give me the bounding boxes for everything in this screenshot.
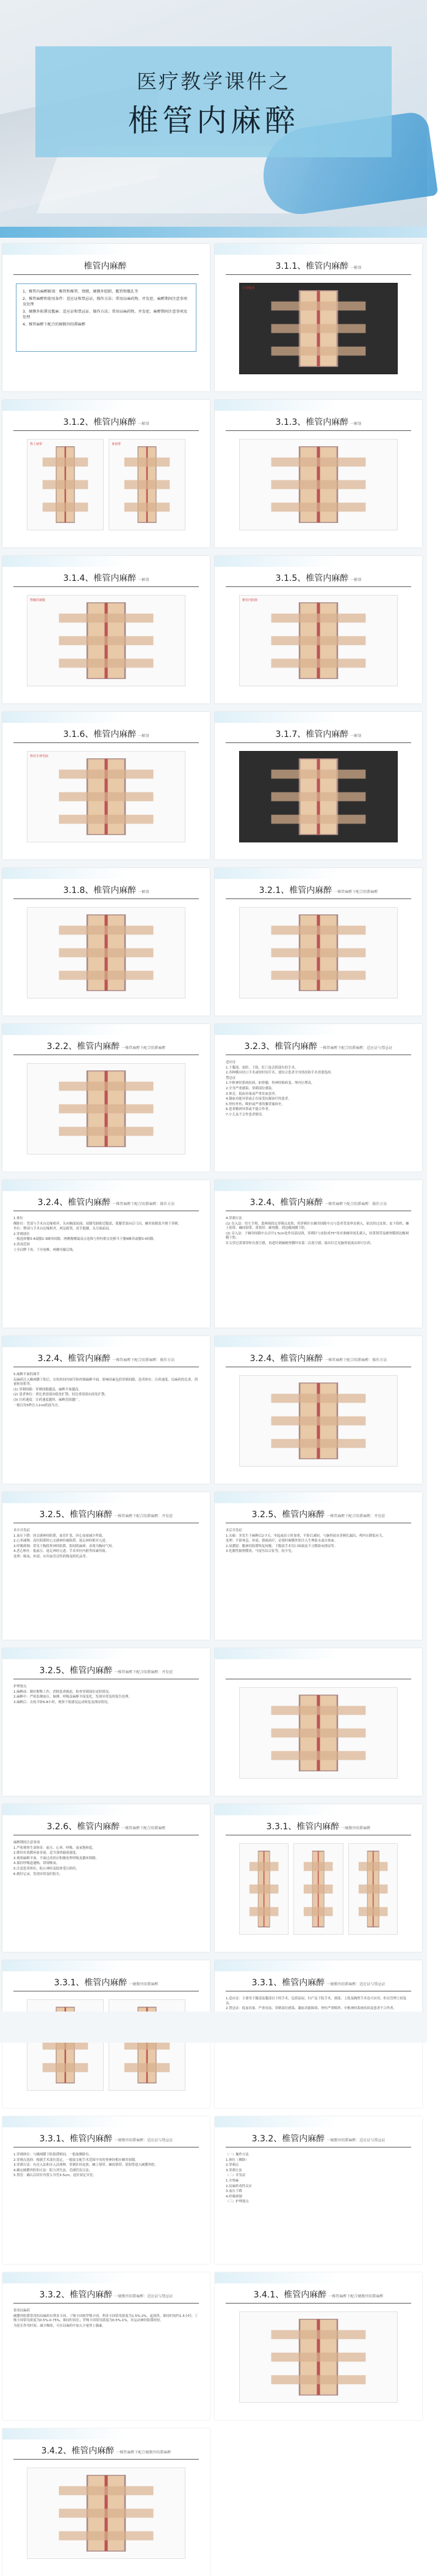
body-paragraph: 2.维持有效循环血容量，适当加快输液速度。: [13, 1851, 79, 1856]
slide-thumbnail[interactable]: [215, 1492, 422, 1640]
body-paragraph: 4.确定硬膜外腔的方法：阻力消失法、毛细管负压法。: [13, 2168, 93, 2172]
title-divider: [13, 274, 199, 275]
cover-title: 椎管内麻醉: [128, 103, 299, 138]
slide-title-text: 3.2.4、椎管内麻醉: [250, 1198, 323, 1208]
title-divider: [226, 2303, 411, 2304]
body-paragraph: 术中并发症: [13, 1529, 30, 1532]
slide-thumbnail[interactable]: [215, 1648, 422, 1796]
slide-title: [2, 1040, 210, 1052]
slide-title: [215, 1196, 422, 1208]
slide-title-text: 3.1.3、椎管内麻醉: [275, 418, 349, 427]
body-paragraph: 3.麻醉后：去枕平卧6-8小时，观察下肢感觉运动恢复及排尿情况。: [13, 1700, 111, 1704]
slide-subtitle-text: 一解剖: [138, 734, 149, 738]
title-divider: [226, 586, 411, 587]
body-paragraph: 一般以每5秒注入1ml药液为宜。: [13, 1403, 62, 1407]
slide-subtitle-text: 一解剖: [350, 578, 362, 582]
slide-body-text: [13, 1373, 199, 1409]
slide-subtitle-text: 一解剖: [138, 422, 149, 426]
anatomy-figure: [27, 439, 104, 530]
slide-thumbnail[interactable]: [2, 1024, 210, 1172]
slide-body-text: [226, 1217, 411, 1247]
body-paragraph: 3.穿刺方法：有直入法和旁入法两种，穿刺针经皮肤、棘上韧带、棘间韧带、黄韧带进入硬膜外腔。: [13, 2163, 158, 2168]
body-paragraph: 3.呼吸抑制：常见于胸段脊神经阻滞，肋间肌麻痹，表现为胸闷气短。: [13, 1544, 115, 1548]
slide-title: [2, 572, 210, 584]
body-paragraph: 3.观察麻醉平面，平面过高时应积极处理呼吸及循环抑制。: [13, 1856, 99, 1860]
slide-title-text: 3.3.1、椎管内麻醉: [39, 2134, 113, 2144]
body-paragraph: 禁忌证: [226, 1076, 236, 1080]
anatomy-figure: [239, 595, 398, 686]
slide-title-text: 3.1.4、椎管内麻醉: [63, 574, 137, 583]
slide-subtitle-text: 一椎管麻醉下配合阻滞麻醉: [121, 1046, 166, 1050]
slide-title: [215, 260, 422, 272]
slide-title-text: 3.2.6、椎管内麻醉: [46, 1822, 120, 1832]
anatomy-figure: [239, 2311, 398, 2403]
slide-title-text: 3.2.5、椎管内麻醉: [39, 1510, 113, 1520]
body-paragraph: 1.严密观察生命体征：血压、心率、呼吸、血氧饱和度。: [13, 1846, 96, 1850]
body-paragraph: （二）并发症: [226, 2174, 246, 2178]
slide-thumbnail[interactable]: [2, 2272, 210, 2420]
sheet-footer: [0, 2012, 427, 2043]
slide-body-text: [13, 2309, 199, 2329]
body-paragraph: 1.体位（侧卧）: [226, 2158, 249, 2162]
slide-thumbnail[interactable]: [2, 2116, 210, 2264]
toc-item: 1、椎管内麻醉解剖：椎管和椎管、脊膜、硬膜外腔隙、骶管和骶孔等: [23, 290, 138, 294]
anatomy-figure: [27, 1063, 185, 1155]
cover-subtitle: 医疗教学课件之: [137, 69, 290, 93]
anatomy-figure: [27, 595, 185, 686]
slide-subtitle-text: 一椎管麻醉下配合硬膜外阻滞麻醉: [328, 2294, 384, 2299]
slide-title-text: 3.1.5、椎管内麻醉: [275, 574, 349, 583]
slide-title-text: 3.2.4、椎管内麻醉: [37, 1354, 111, 1364]
body-paragraph: (1) 直入法：用左手拇、食两指固定穿刺点皮肤，将穿刺针在棘突间隙中点与患者背部垂直刺入，依次经过皮肤、皮下组织、棘上韧带、棘间韧带、黄韧带、硬脊膜，到达蛛网膜下腔。: [226, 1222, 409, 1231]
body-paragraph: 5.脊柱外伤、畸形或严重的腰背痛病史。: [226, 1102, 285, 1106]
slide-thumbnail[interactable]: [215, 244, 422, 391]
slide-title: [215, 572, 422, 584]
body-paragraph: 7.小儿及不合作患者慎用。: [226, 1112, 265, 1117]
slide-subtitle-text: 一椎管麻醉下配合阻滞麻醉：操作方法: [325, 1358, 387, 1362]
slide-title-text: 3.2.5、椎管内麻醉: [251, 1510, 325, 1520]
slide-title-text: 3.4.1、椎管内麻醉: [253, 2290, 327, 2300]
slide-subtitle-text: 一椎管麻醉下配合阻滞麻醉：操作方法: [325, 1202, 387, 1206]
slide-title: [2, 1820, 210, 1832]
slide-subtitle-text: 一解剖: [350, 266, 362, 270]
slide-subtitle-text: 一解剖: [138, 890, 149, 894]
slide-title: [215, 2288, 422, 2300]
body-paragraph: 坐位：臀部与手术台边缘相齐，两足踏凳，双手抱膝，头尽量前屈。: [13, 1227, 112, 1231]
body-paragraph: 1.麻醉前：做好解释工作，消除患者顾虑，检查穿刺部位皮肤情况。: [13, 1690, 112, 1694]
slide-title: [215, 2132, 422, 2144]
slide-subtitle-text: 一椎管麻醉下配合阻滞麻醉：操作方法: [112, 1202, 175, 1206]
body-paragraph: 4.呼吸抑制: [226, 2194, 242, 2199]
slide-body-text: [226, 2153, 411, 2205]
table-of-contents: [16, 283, 196, 352]
slide-title-text: 3.2.4、椎管内麻醉: [37, 1198, 111, 1208]
toc-item: 4、椎管麻醉下配合的硬膜外阻滞麻醉: [23, 322, 85, 327]
body-paragraph: 2.穿刺点: [226, 2163, 239, 2168]
slide-subtitle-text: 一椎管麻醉下配合阻滞麻醉: [334, 890, 378, 894]
slide-subtitle-text: 一椎管麻醉下配合硬膜外阻滞麻醉: [116, 2450, 171, 2455]
body-paragraph: 2.麻醉中：严密监测血压、脉搏、呼吸及麻醉平面变化，发现异常及时报告处理。: [13, 1695, 132, 1699]
slide-body-text: [226, 1061, 411, 1119]
body-paragraph: 6.做好记录，发现异常及时报告。: [13, 1872, 63, 1876]
slide-title-text: 3.1.1、椎管内麻醉: [275, 262, 349, 271]
slide-title: [215, 1040, 422, 1052]
body-paragraph: (2) 患者体位：重比重溶液向低处扩散，轻比重溶液向高处扩散。: [13, 1393, 108, 1397]
slide-body-text: [13, 1529, 199, 1560]
anatomy-figure: [27, 2467, 185, 2559]
figure-caption: 脊髓的被膜: [30, 599, 46, 602]
slide-body-text: [13, 2153, 199, 2179]
slide-title: [2, 1976, 210, 1988]
title-divider: [13, 430, 199, 431]
title-divider: [13, 898, 199, 899]
body-paragraph: 4.凝血功能异常或正在接受抗凝治疗的患者。: [226, 1097, 292, 1101]
slide-title-text: 3.1.8、椎管内麻醉: [63, 886, 137, 895]
body-paragraph: 3.血压下降: [226, 2190, 242, 2194]
slide-body-text: [226, 1529, 411, 1555]
slide-title: [215, 1352, 422, 1364]
slide-title-text: 3.3.2、椎管内麻醉: [39, 2290, 113, 2300]
slide-thumbnail[interactable]: [2, 2428, 210, 2576]
slide-title-text: 3.2.1、椎管内麻醉: [259, 886, 332, 895]
slide-subtitle-text: 一椎管麻醉下配合阻滞麻醉：并发症: [114, 1514, 173, 1518]
slide-thumbnail[interactable]: [2, 1336, 210, 1484]
body-paragraph: 3.休克、低血容量或严重贫血患者。: [226, 1092, 279, 1096]
body-paragraph: 1.体位: [13, 1217, 23, 1220]
slide-title-text: 椎管内麻醉: [84, 262, 127, 271]
body-paragraph: 局麻药注入蛛网膜下腔后，在短时间内调节和控制麻醉平面，影响因素包括穿刺间隙、患者体位、注药速度、局麻药的比重、剂量和容积等。: [13, 1378, 198, 1387]
slide-title: [215, 416, 422, 428]
slide-title-text: 3.1.2、椎管内麻醉: [63, 418, 137, 427]
slide-thumbnail[interactable]: [2, 1180, 210, 1328]
slide-thumbnail[interactable]: [215, 2116, 422, 2264]
slide-thumbnail[interactable]: [215, 1180, 422, 1328]
figure-caption: 黄韧带: [112, 443, 121, 446]
slide-subtitle-text: 一椎管麻醉下配合阻滞麻醉：并发症: [114, 1670, 173, 1674]
slide-title: [2, 728, 210, 740]
body-paragraph: 4.穿刺方法: [226, 1217, 242, 1220]
slide-title: [2, 884, 210, 896]
body-paragraph: 3.穿刺方法: [226, 2168, 242, 2172]
slide-title: [2, 2444, 210, 2457]
cover-slide: [0, 0, 427, 238]
body-paragraph: 1.血压下降：因交感神经阻滞，血管扩张，回心血量减少所致。: [13, 1534, 106, 1538]
slide-title-text: 3.3.1、椎管内麻醉: [251, 1978, 325, 1988]
slide-title: [2, 2288, 210, 2300]
body-paragraph: 为延长作用时间、减少吸收，可在局麻药中加入少量肾上腺素。: [13, 2324, 106, 2328]
body-paragraph: 2.穿刺点选择：根据手术部位选定，一般取支配手术范围中央的脊神经相应棘突间隙。: [13, 2158, 138, 2162]
slide-title: [2, 260, 210, 272]
slide-title: [2, 1508, 210, 1520]
body-paragraph: 3.化脓性脑脊膜炎、马尾丛综合征等，较少见。: [226, 1550, 295, 1554]
title-divider: [226, 898, 411, 899]
slide-body-text: [13, 1685, 199, 1706]
title-divider: [13, 2459, 199, 2460]
slide-thumbnail[interactable]: [2, 1804, 210, 1952]
body-paragraph: 5.麻醉平面的调节: [13, 1373, 40, 1376]
body-paragraph: 3.消毒范围: [13, 1242, 30, 1247]
slide-title-text: 3.3.1、椎管内麻醉: [266, 1822, 340, 1832]
anatomy-figure: [239, 1843, 289, 1935]
anatomy-figure: [239, 1687, 398, 1779]
figure-caption: 脊柱生理弯曲: [30, 755, 49, 758]
figure-caption: 正常解剖: [242, 286, 255, 290]
body-paragraph: 2.全身严重感染、穿刺部位感染。: [226, 1086, 275, 1091]
slide-title: [2, 2132, 210, 2144]
slide-title-text: 3.3.2、椎管内麻醉: [251, 2134, 325, 2144]
body-paragraph: (1) 穿刺间隙：穿刺间隙越高，麻醉平面越高。: [13, 1387, 82, 1392]
title-divider: [13, 586, 199, 587]
body-paragraph: （三）护理要点: [226, 2200, 249, 2204]
body-paragraph: 护理要点: [13, 1685, 27, 1688]
slide-thumbnail[interactable]: [215, 2272, 422, 2420]
slide-thumbnail[interactable]: [2, 868, 210, 1016]
body-paragraph: 上至肩胛下角，下至尾椎，两侧至腋后线。: [13, 1248, 76, 1252]
title-divider: [226, 742, 411, 743]
anatomy-figure: [239, 283, 398, 374]
slide-subtitle-text: 一硬膜外阻滞麻醉: [129, 1982, 159, 1987]
slide-title: [2, 416, 210, 428]
body-paragraph: 处理：吸氧、补液、应用血管活性药物及阿托品等。: [13, 1554, 89, 1559]
slide-title: [215, 884, 422, 896]
toc-item: 3、硬膜外阻滞及骶麻：适应证和禁忌证、操作方法；常用局麻药物、并发症、麻醉期间注意事项及处理: [23, 309, 187, 319]
slide-title: [2, 1664, 210, 1676]
slide-subtitle-text: 一椎管麻醉下配合阻滞麻醉：操作方法: [112, 1358, 175, 1362]
slide-thumbnail[interactable]: [2, 1492, 210, 1640]
body-paragraph: 1.中枢神经系统疾病，如脊髓、脊神经根病变、颅内压增高。: [226, 1081, 315, 1086]
body-paragraph: 适应证: [226, 1061, 236, 1064]
title-divider: [226, 274, 411, 275]
slide-subtitle-text: 一硬膜外阻滞麻醉: [341, 1826, 371, 1831]
slide-thumbnail[interactable]: [2, 556, 210, 703]
slide-thumbnail[interactable]: [2, 712, 210, 859]
body-paragraph: 1.全脊麻: [226, 2179, 239, 2183]
slide-title: [215, 728, 422, 740]
body-paragraph: 5.置管：确认后经针内置入导管3-5cm，退针固定导管。: [13, 2174, 96, 2178]
slide-title-text: 3.2.2、椎管内麻醉: [46, 1042, 120, 1051]
figure-caption: 椎管内腔隙: [242, 599, 258, 602]
body-paragraph: 一般选择腰3-4或腰2-3棘突间隙，两侧髂嵴最高点连线与脊柱相交处相当于腰4棘突或腰3-4间隙。: [13, 1237, 157, 1242]
slide-body-text: [13, 1217, 199, 1253]
anatomy-figure: [239, 439, 398, 530]
slide-title: [2, 1352, 210, 1364]
slide-subtitle-text: 一解剖: [350, 734, 362, 738]
anatomy-figure: [239, 907, 398, 998]
slide-subtitle-text: 一硬膜外阻滞麻醉：适应证与禁忌证: [114, 2294, 173, 2299]
body-paragraph: 针尖穿过黄韧带时有落空感，再进针刺破硬脊膜时有第二次落空感，拔出针芯见脑脊液流出即可注药。: [226, 1241, 374, 1245]
title-divider: [13, 2303, 199, 2304]
slide-title: [215, 1508, 422, 1520]
body-paragraph: 6.患者精神异常或不能合作者。: [226, 1108, 272, 1112]
slide-thumbnail[interactable]: [215, 712, 422, 859]
body-paragraph: 2.心率减慢：高位阻滞时心交感神经被阻滞，迷走神经相对亢进。: [13, 1539, 109, 1543]
slide-title: [215, 1976, 422, 1988]
anatomy-figure: [109, 439, 185, 530]
slide-title-text: 3.1.6、椎管内麻醉: [63, 730, 137, 739]
body-paragraph: 1.适应证：主要用于腹部及腹部以下的手术，包括泌尿、妇产及下肢手术。颈部、上肢及胸壁手术也可应用，但在管理上较复杂。: [226, 1997, 407, 2005]
body-paragraph: 麻醉期间注意事项: [13, 1841, 40, 1845]
body-paragraph: (2) 旁入法：于棘突间隙中点旁开1.5cm处作局部浸润，穿刺针与皮肤成75°角对准棘突间孔刺入，经黄韧带及硬脊膜到达蛛网膜下腔。: [226, 1231, 409, 1240]
anatomy-figure: [239, 751, 398, 842]
slide-thumbnail[interactable]: [215, 1024, 422, 1172]
body-paragraph: 2.尿潴留：骶神经阻滞恢复较晚，下腹部手术切口疼痛及不习惯卧床排尿等。: [226, 1544, 338, 1548]
body-paragraph: 术后并发症: [226, 1529, 242, 1532]
slide-subtitle-text: 一硬膜外阻滞麻醉：适应证与禁忌证: [326, 1982, 386, 1987]
body-paragraph: 1.下腹部、盆腔、下肢、肛门及会阴部位的手术。: [226, 1066, 298, 1070]
body-paragraph: 1.头痛：多发生于麻醉后2-7天，坐起或站立时加重，平卧后减轻。与脑脊液从穿刺孔漏出、颅内压降低有关。: [226, 1534, 386, 1538]
slide-thumbnail[interactable]: [215, 1336, 422, 1484]
slide-subtitle-text: 一椎管麻醉下配合阻滞麻醉：适应证与禁忌证: [319, 1046, 393, 1050]
anatomy-figure: [27, 907, 185, 998]
slide-title-text: 3.4.2、椎管内麻醉: [41, 2446, 115, 2456]
slide-thumbnail[interactable]: [215, 400, 422, 547]
title-divider: [13, 742, 199, 743]
toc-item: 2、椎管麻醉和使用条件：适应证和禁忌证、操作方法；常用局麻药物、并发症、麻醉期间注意事项及处理: [23, 296, 187, 307]
title-divider: [226, 430, 411, 431]
slide-thumbnail[interactable]: [215, 556, 422, 703]
slide-title-text: 3.2.4、椎管内麻醉: [250, 1354, 323, 1364]
slide-title-text: 3.1.7、椎管内麻醉: [275, 730, 349, 739]
slide-title: [215, 1820, 422, 1832]
body-paragraph: 4.恶心呕吐：低血压、迷走神经亢进、手术牵拉内脏等因素所致。: [13, 1550, 109, 1554]
anatomy-figure: [27, 751, 185, 842]
cover-stripe: [0, 227, 427, 238]
body-paragraph: 1.穿刺体位：与蛛网膜下腔阻滞相同，一般取侧卧位。: [13, 2153, 93, 2157]
slide-title-text: 3.2.5、椎管内麻醉: [39, 1666, 113, 1676]
slide-subtitle-text: 一椎管麻醉下配合阻滞麻醉：并发症: [326, 1514, 386, 1518]
anatomy-figure: [293, 1843, 343, 1935]
anatomy-figure: [239, 1375, 398, 1467]
body-paragraph: 4.保持呼吸道通畅，常规吸氧。: [13, 1862, 60, 1866]
slide-thumbnail[interactable]: [215, 1804, 422, 1952]
body-paragraph: (3) 注药速度：注药速度越快，麻醉范围越广。: [13, 1398, 82, 1402]
body-paragraph: 2.局麻药毒性反应: [226, 2184, 252, 2188]
body-paragraph: 5.注意患者体位，防止神经及肢体受压损伤。: [13, 1866, 79, 1871]
body-paragraph: 处理：平卧休息、补液、镇痛治疗，必要时硬膜外腔注入生理盐水或自体血。: [226, 1539, 338, 1543]
slide-thumbnail[interactable]: [2, 400, 210, 547]
body-paragraph: 2.穿刺部位: [13, 1232, 30, 1236]
body-paragraph: 硬膜外阻滞常用的局麻药有利多卡因、丁哌卡因和罗哌卡因。利多卡因常用浓度为1.5%-2%，起效快，维持时间约1.5小时；丁哌卡因常用浓度为0.5%-0.75%，维持时间长；罗哌卡因常用浓度为0.5%-1%，对运动神经阻滞较轻。: [13, 2314, 198, 2323]
body-paragraph: 侧卧位：背部与手术台边缘相齐，头向胸部屈曲，双膝弯曲贴近腹部，使腰背部向后弓出，棘突间隙张开便于穿刺。: [13, 1222, 181, 1226]
slide-title-text: 3.2.3、椎管内麻醉: [244, 1042, 318, 1051]
slide-thumbnail[interactable]: [2, 1648, 210, 1796]
body-paragraph: （一）操作方法: [226, 2153, 249, 2157]
slide-title: [2, 1196, 210, 1208]
slide-subtitle-text: 一解剖: [350, 422, 362, 426]
figure-caption: 脊上韧带: [30, 443, 43, 446]
body-paragraph: 2.各种横向切口手术或短时间手术，要结合患者全身情况和手术需要选择。: [226, 1071, 334, 1075]
body-paragraph: 2.禁忌证：低血容量、严重贫血、穿刺部位感染、凝血功能障碍、脊柱严重畸形、中枢神经系统疾病及患者不合作者。: [226, 2007, 397, 2011]
slide-thumbnail[interactable]: [2, 244, 210, 391]
anatomy-figure: [348, 1843, 398, 1935]
slide-subtitle-text: 一硬膜外阻滞麻醉：适应证与禁忌证: [326, 2138, 386, 2143]
slide-title: [215, 1664, 422, 1674]
body-paragraph: 常用局麻药: [13, 2309, 30, 2313]
slide-thumbnail[interactable]: [215, 868, 422, 1016]
slide-subtitle-text: 一椎管麻醉下配合阻滞麻醉: [121, 1826, 166, 1831]
slide-title-text: 3.3.1、椎管内麻醉: [54, 1978, 127, 1988]
slide-subtitle-text: 一解剖: [138, 578, 149, 582]
slide-body-text: [13, 1841, 199, 1877]
slide-subtitle-text: 一硬膜外阻滞麻醉：适应证与禁忌证: [114, 2138, 173, 2143]
